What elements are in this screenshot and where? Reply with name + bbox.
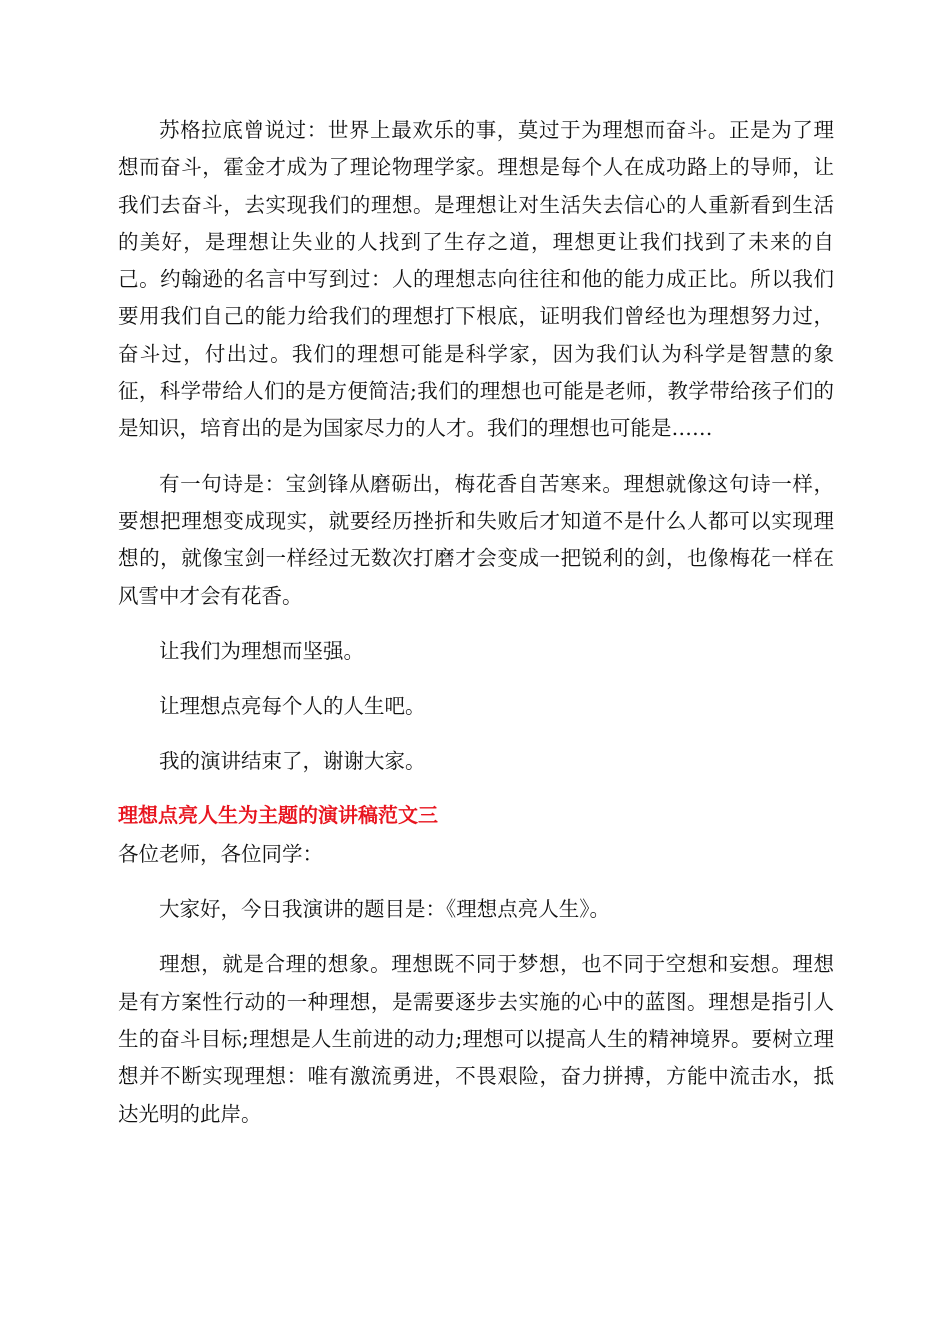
document-page	[118, 112, 834, 1133]
section-heading: 理想点亮人生为主题的演讲稿范文三	[118, 802, 438, 827]
paragraph-socrates: 苏格拉底曾说过：世界上最欢乐的事，莫过于为理想而奋斗。正是为了理想而奋斗，霍金才成为了理论物理学家。理想是每个人在成功路上的导师，让我们去奋斗，去实现我们的理想。是理想让对生活失去信心的人重新看到生活的美好，是理想让失业的人找到了生存之道，理想更让我们找到了未来的自己。约翰逊的名言中写到过：人的理想志向往往和他的能力成正比。所以我们要用我们自己的能力给我们的理想打下根底，证明我们曾经也为理想努力过，奋斗过，付出过。我们的理想可能是科学家，因为我们认为科学是智慧的象征，科学带给人们的是方便简洁;我们的理想也可能是老师，教学带给孩子们的是知识，培育出的是为国家尽力的人才。我们的理想也可能是……	[118, 118, 834, 441]
paragraph-light-life: 让理想点亮每个人的人生吧。	[159, 694, 426, 719]
paragraph-closing: 我的演讲结束了，谢谢大家。	[159, 749, 426, 774]
paragraph-poem: 有一句诗是：宝剑锋从磨砺出，梅花香自苦寒来。理想就像这句诗一样，要想把理想变成现实，就要经历挫折和失败后才知道不是什么人都可以实现理想的，就像宝剑一样经过无数次打磨才会变成一把锐利的剑，也像梅花一样在风雪中才会有花香。	[118, 471, 834, 608]
paragraph-speech-title: 大家好，今日我演讲的题目是：《理想点亮人生》。	[159, 897, 610, 922]
paragraph-ideal-definition: 理想，就是合理的想象。理想既不同于梦想，也不同于空想和妄想。理想是有方案性行动的一种理想，是需要逐步去实施的心中的蓝图。理想是指引人生的奋斗目标;理想是人生前进的动力;理想可以提高人生的精神境界。要树立理想并不断实现理想：唯有激流勇进，不畏艰险，奋力拼搏，方能中流击水，抵达光明的此岸。	[118, 952, 834, 1126]
paragraph-be-strong: 让我们为理想而坚强。	[159, 638, 364, 663]
paragraph-greeting: 各位老师，各位同学：	[118, 841, 323, 866]
